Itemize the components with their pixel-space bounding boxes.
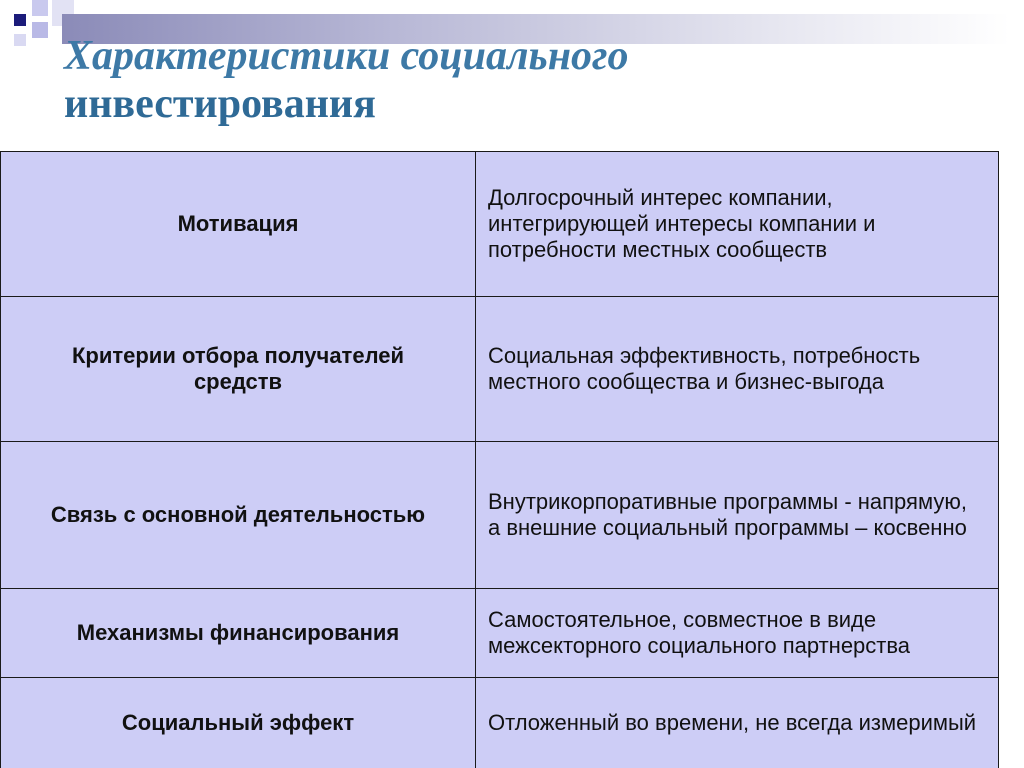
slide-title [64,32,964,128]
row-label: Социальный эффект [1,678,476,768]
table-row [1,589,999,678]
decor-square [32,22,48,38]
row-value-part: Внутрикорпоративные программы - напрямую, [488,489,967,514]
row-label: Критерии отбора получателей средств [1,297,476,442]
decor-square [32,0,48,16]
table-row [1,678,999,768]
row-value-part: а внешние социальный программы – косвенно [488,515,967,540]
decor-square [14,14,26,26]
row-value: Отложенный во времени, не всегда измеримый [476,678,999,768]
row-label: Связь с основной деятельностью [1,442,476,589]
table-row [1,297,999,442]
row-value: Самостоятельное, совместное в виде межсекторного социального партнерства [476,589,999,678]
decor-square [14,34,26,46]
characteristics-table [0,151,999,768]
row-value-multiline [476,442,999,589]
title-line-1: Характеристики социального [64,33,629,79]
row-label: Мотивация [1,152,476,297]
title-line-2: инвестирования [64,81,376,127]
row-value: Социальная эффективность, потребность местного сообщества и бизнес-выгода [476,297,999,442]
row-label: Механизмы финансирования [1,589,476,678]
table-row [1,442,999,589]
table-row [1,152,999,297]
row-value: Долгосрочный интерес компании, интегрирующей интересы компании и потребности местных сообществ [476,152,999,297]
